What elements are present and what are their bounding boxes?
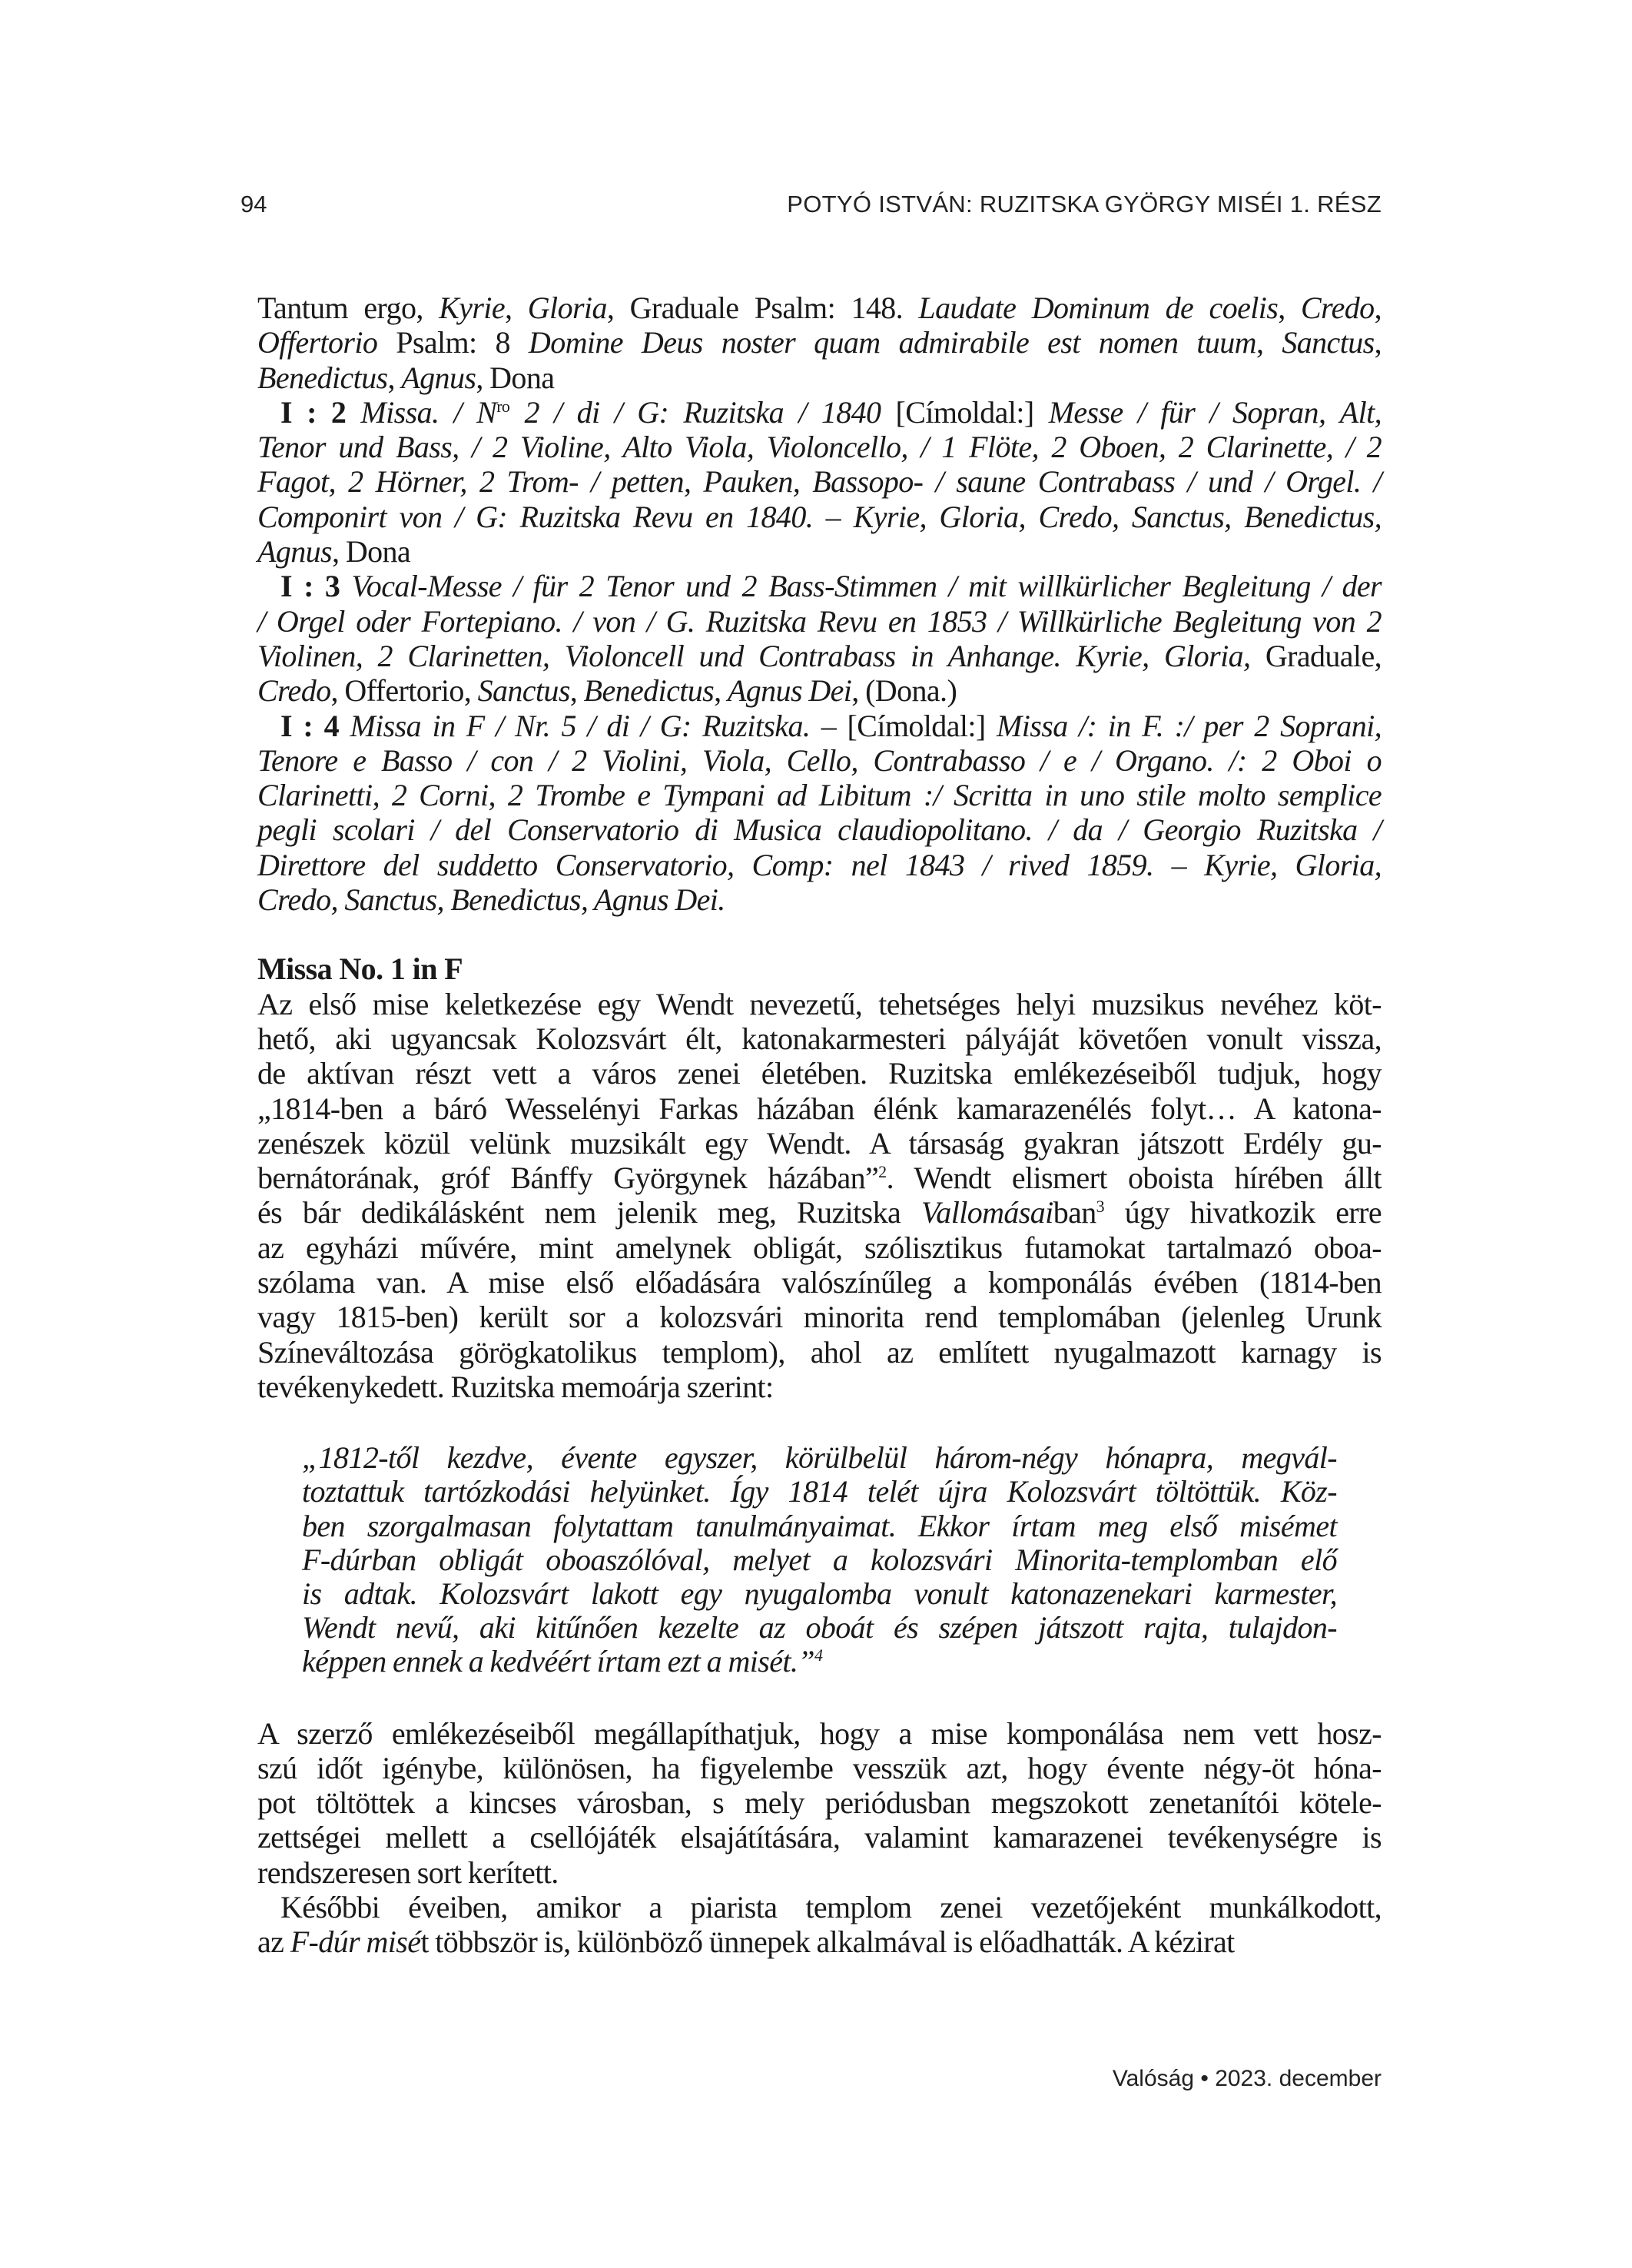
text-run: , — [1374, 325, 1382, 360]
text-run: / Orgel oder Fortepiano. / von / G. Ruzitska Revu en 1853 / Willkürliche Begleitung von 2 — [257, 603, 1382, 639]
text-run: toztattuk tartózkodási helyünket. Így 1814 telét újra Kolozsvárt töltöttük. Köz- — [302, 1474, 1337, 1509]
text-line — [257, 1126, 1382, 1161]
text-line — [257, 882, 1382, 917]
text-line — [257, 1161, 1382, 1195]
article-body — [257, 291, 1382, 1960]
text-run: [Címoldal:] — [895, 394, 1049, 430]
text-run: Clarinetti, 2 Corni, 2 Trombe e Tympani ad Libitum :/ Scritta in uno stile molto semplice — [257, 778, 1382, 813]
memoir-quote — [302, 1441, 1337, 1679]
text-line — [257, 1091, 1382, 1126]
text-run: , Offertorio, — [330, 673, 478, 709]
text-line — [257, 639, 1382, 673]
text-line — [302, 1543, 1337, 1577]
text-run: Későbbi éveiben, amikor a piarista templom zenei vezetőjeként munkálkodott, — [280, 1890, 1382, 1924]
text-run: az — [257, 1924, 290, 1960]
running-head — [240, 191, 1382, 221]
text-run: , Graduale Psalm: 148. — [606, 291, 919, 325]
text-run: Vocal-Messe / für 2 Tenor und 2 Bass-Stimmen / mit willkürlicher Begleitung / der — [351, 569, 1382, 604]
text-run: ben szorgalmasan folytattam tanulmányaimat. Ekkor írtam meg első misémet — [302, 1508, 1337, 1543]
text-run: tevékenykedett. Ruzitska memoárja szerint: — [257, 1369, 774, 1404]
text-run: , (Dona.) — [851, 673, 957, 709]
text-line — [257, 1890, 1382, 1924]
text-run: Graduale, — [1265, 638, 1382, 673]
footnote-ref: 2 — [878, 1162, 887, 1182]
text-run: Fagot, 2 Hörner, 2 Trom- / petten, Pauken, Bassopo- / saune Contrabass / und / Orgel. / — [257, 464, 1382, 500]
text-run: Agnus Dei — [727, 673, 852, 709]
text-line — [302, 1645, 1337, 1679]
text-run: Componirt von / G: Ruzitska Revu en 1840. – Kyrie, Gloria, Credo, Sanctus, Benedictus, — [257, 499, 1382, 534]
text-run: Tantum ergo, — [257, 291, 440, 325]
text-line — [257, 534, 1382, 569]
text-line — [257, 325, 1382, 360]
text-run: Missa /: in F. :/ per 2 Soprani, — [997, 708, 1382, 743]
text-run: Agnus — [401, 360, 476, 395]
text-run: pot töltöttek a kincses városban, s mely periódusban megszokott zenetanítói kötele- — [257, 1785, 1382, 1821]
text-run: Vallomásai — [920, 1195, 1053, 1230]
text-line — [257, 1855, 1382, 1890]
text-run: t többször is, különböző ünnepek alkalmával is előadhatták. A kézirat — [420, 1924, 1235, 1960]
paragraph-composition — [257, 1716, 1382, 1890]
text-line — [302, 1475, 1337, 1509]
paragraph-origin — [257, 987, 1382, 1405]
text-run: Gloria — [527, 291, 607, 325]
text-run: Direttore del suddetto Conservatorio, Comp: nel 1843 / rived 1859. – Kyrie, Gloria, — [257, 847, 1382, 882]
text-line — [257, 1300, 1382, 1334]
page-number: 94 — [240, 191, 267, 218]
text-run: Kyrie — [439, 291, 505, 325]
text-line — [257, 848, 1382, 882]
text-run: szú időt igénybe, különösen, ha figyelembe vesszük azt, hogy évente négy-öt hóna- — [257, 1750, 1382, 1785]
text-run: „1812-től kezdve, évente egyszer, körülbelül három-négy hónapra, megvál- — [302, 1440, 1337, 1476]
text-run: Tenore e Basso / con / 2 Violini, Viola, Cello, Contrabasso / e / Organo. /: 2 Oboi o — [257, 742, 1382, 778]
text-line — [257, 743, 1382, 778]
text-run: Credo, Sanctus, Benedictus, Agnus Dei. — [257, 882, 725, 918]
text-line — [257, 395, 1382, 430]
text-line — [302, 1441, 1337, 1475]
text-run: „1814-ben a báró Wesselényi Farkas házában élénk kamarazenélés folyt… A katona- — [257, 1091, 1382, 1126]
text-run: , — [387, 360, 402, 395]
text-run: rendszeresen sort kerített. — [257, 1855, 559, 1890]
spacer — [257, 1679, 1382, 1716]
text-run: Missa in F / Nr. 5 / di / G: Ruzitska. — [350, 708, 821, 743]
journal-footer: Valóság • 2023. december — [1112, 2066, 1382, 2091]
text-line — [257, 812, 1382, 847]
text-line — [257, 604, 1382, 639]
text-run: I : 4 — [280, 708, 350, 743]
text-line — [257, 500, 1382, 534]
text-line — [257, 1195, 1382, 1230]
text-run: az egyházi művére, mint amelynek obligát, szólisztikus futamokat tartalmazó oboa- — [257, 1230, 1382, 1265]
text-run: zenészek közül velünk muzsikált egy Wendt. A társaság gyakran játszott Erdély gu- — [257, 1125, 1382, 1161]
text-line — [302, 1577, 1337, 1611]
text-line — [257, 1230, 1382, 1265]
text-run: , — [569, 673, 584, 709]
footnote-ref: 4 — [814, 1645, 823, 1665]
text-run: Domine Deus noster quam admirabile est nomen tuum — [528, 325, 1256, 360]
text-run: , — [1278, 291, 1302, 325]
text-run: Offertorio — [257, 325, 378, 360]
text-line — [257, 673, 1382, 708]
text-run: Psalm: 8 — [377, 325, 529, 360]
text-line — [257, 1785, 1382, 1820]
text-line — [257, 1716, 1382, 1751]
text-run: Violinen, 2 Clarinetten, Violoncell und Contrabass in Anhange. Kyrie, Gloria, — [257, 638, 1265, 673]
text-run: , Dona — [332, 534, 411, 569]
text-line — [257, 1335, 1382, 1370]
text-line — [257, 360, 1382, 395]
text-run: F-dúrban obligát oboaszólóval, melyet a kolozsvári Minorita-templomban elő — [302, 1542, 1337, 1577]
footnote-ref: 3 — [1096, 1197, 1105, 1217]
text-run: , — [714, 673, 728, 709]
text-run: hető, aki ugyancsak Kolozsvárt élt, katonakarmesteri pályáját követően vonult vissza, — [257, 1021, 1382, 1056]
text-line — [257, 709, 1382, 743]
text-line — [257, 430, 1382, 464]
text-run: pegli scolari / del Conservatorio di Musica claudiopolitano. / da / Georgio Ruzitska / — [257, 812, 1382, 848]
text-run: és bár dedikálásként nem jelenik meg, Ruzitska — [257, 1195, 921, 1230]
text-run: Sanctus — [477, 673, 570, 709]
text-run: is adtak. Kolozsvárt lakott egy nyugalomba vonult katonazenekari karmester, — [302, 1576, 1337, 1611]
text-run: vagy 1815-ben) került sor a kolozsvári minorita rend templomában (jelenleg Urunk — [257, 1300, 1382, 1335]
text-run: szólama van. A mise első előadására valószínűleg a komponálás évében (1814-ben — [257, 1265, 1382, 1300]
text-run: Credo — [257, 673, 331, 709]
text-line — [257, 1820, 1382, 1855]
spacer — [257, 917, 1382, 951]
text-line — [257, 464, 1382, 499]
text-line — [302, 1509, 1337, 1543]
paragraph-later-years — [257, 1890, 1382, 1960]
text-run: bernátorának, gróf Bánffy Györgynek házában” — [257, 1161, 879, 1196]
text-run: , — [1374, 291, 1382, 325]
text-run: úgy hivatkozik erre — [1104, 1195, 1382, 1230]
text-run: I : 2 — [280, 394, 347, 430]
text-line — [257, 987, 1382, 1021]
text-line — [257, 569, 1382, 603]
catalog-entries — [257, 291, 1382, 917]
text-run: Tenor und Bass, / 2 Violine, Alto Viola, Violoncello, / 1 Flöte, 2 Oboen, 2 Clarinette, / 2 — [257, 430, 1382, 465]
text-run: Laudate Dominum de coelis — [918, 291, 1279, 325]
running-title: POTYÓ ISTVÁN: RUZITSKA GYÖRGY MISÉI 1. RÉSZ — [787, 191, 1382, 218]
text-run: Missa. / N — [346, 394, 497, 430]
text-run: , — [1256, 325, 1282, 360]
text-line — [302, 1611, 1337, 1645]
text-run: , — [504, 291, 528, 325]
text-run: zettségei mellett a csellójáték elsajátítására, valamint kamarazenei tevékenységre is — [257, 1820, 1382, 1855]
text-run: Az első mise keletkezése egy Wendt nevezetű, tehetséges helyi muzsikus nevéhez köt- — [257, 986, 1382, 1021]
text-run: Wendt nevű, aki kitűnően kezelte az oboát és szépen játszott rajta, tulajdon- — [302, 1610, 1337, 1645]
text-run: F-dúr misé — [290, 1924, 421, 1960]
text-run: Agnus — [257, 534, 333, 569]
text-run: de aktívan részt vett a város zenei életében. Ruzitska emlékezéseiből tudjuk, hogy — [257, 1056, 1382, 1091]
text-run: A szerző emlékezéseiből megállapíthatjuk, hogy a mise komponálása nem vett hosz- — [257, 1715, 1382, 1751]
text-line — [257, 1751, 1382, 1785]
spacer — [257, 1404, 1382, 1441]
text-line — [257, 1370, 1382, 1404]
text-run: I : 3 — [280, 569, 352, 604]
text-line — [257, 291, 1382, 325]
text-run: 2 / di / G: Ruzitska / 1840 — [509, 394, 896, 430]
footnote-ref: ro — [496, 396, 510, 416]
text-run: . Wendt elismert oboista hírében állt — [886, 1161, 1382, 1196]
text-run: Sanctus — [1282, 325, 1375, 360]
text-run: Benedictus — [583, 673, 715, 709]
section-heading: Missa No. 1 in F — [257, 951, 463, 987]
text-line — [257, 778, 1382, 812]
text-run: ban — [1053, 1195, 1096, 1230]
text-line — [257, 1265, 1382, 1300]
text-run: képpen ennek a kedvéért írtam ezt a misét.” — [302, 1644, 814, 1679]
text-run: Messe / für / Sopran, Alt, — [1048, 394, 1382, 430]
text-run: Benedictus — [257, 360, 388, 395]
text-run: – [Címoldal:] — [821, 708, 997, 743]
text-line — [257, 1924, 1382, 1959]
text-line — [257, 1021, 1382, 1056]
text-line — [257, 1056, 1382, 1091]
text-run: , Dona — [476, 360, 555, 395]
text-run: Credo — [1301, 291, 1375, 325]
text-run: Színeváltozása görögkatolikus templom), ahol az említett nyugalmazott karnagy is — [257, 1334, 1382, 1370]
